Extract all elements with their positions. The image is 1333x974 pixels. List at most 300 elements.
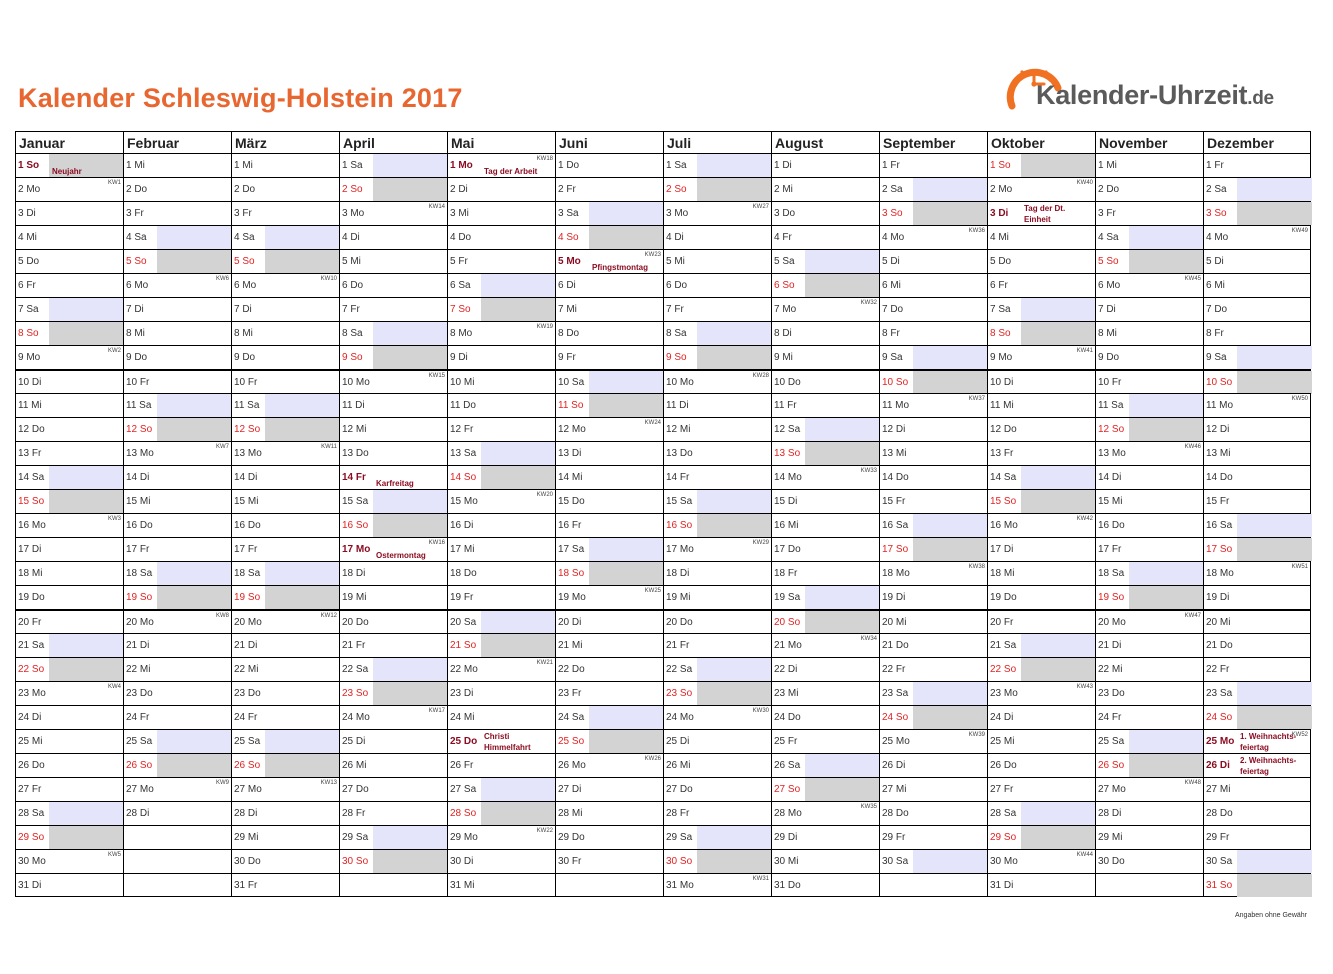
- day-date: 17 So: [1206, 544, 1233, 555]
- day-date: 5 So: [1098, 256, 1119, 267]
- kalender-uhrzeit-logo[interactable]: [1000, 58, 1300, 120]
- day-note-area: [589, 178, 664, 201]
- day-note-area: [1129, 754, 1204, 777]
- day-cell: [1095, 489, 1203, 513]
- day-note-area: [589, 442, 664, 465]
- day-note-area: [373, 322, 448, 345]
- day-date: 4 Sa: [126, 232, 147, 243]
- day-date: 23 Do: [234, 688, 261, 699]
- day-date: 23 Sa: [1206, 688, 1233, 699]
- week-number: KW29: [752, 540, 769, 546]
- day-note-area: [373, 298, 448, 321]
- day-cell: [663, 249, 771, 273]
- empty-day-cell: [123, 873, 231, 897]
- day-date: 29 Fr: [882, 832, 906, 843]
- day-note-area: [1129, 634, 1204, 657]
- day-note-area: [913, 418, 988, 441]
- day-date: 12 So: [1098, 424, 1125, 435]
- day-date: 27 Mo: [234, 784, 262, 795]
- day-note-area: [1129, 250, 1204, 273]
- day-note-area: [805, 538, 880, 561]
- month-header: November: [1095, 131, 1203, 153]
- day-cell: [771, 513, 879, 537]
- month-header: Juli: [663, 131, 771, 153]
- day-note-area: [265, 298, 340, 321]
- day-date: 27 Do: [666, 784, 693, 795]
- day-note-area: [481, 754, 556, 777]
- day-cell: [771, 561, 879, 585]
- day-note-area: [49, 778, 124, 801]
- day-cell: [663, 465, 771, 489]
- day-cell: [447, 585, 555, 609]
- day-note-area: [589, 154, 664, 177]
- day-date: 15 Mo: [450, 496, 478, 507]
- day-note-area: [481, 442, 556, 465]
- day-note-area: [49, 298, 124, 321]
- day-cell: [231, 249, 339, 273]
- day-cell: [555, 273, 663, 297]
- day-date: 9 Sa: [1206, 352, 1227, 363]
- day-date: 17 Fr: [126, 544, 150, 555]
- day-cell: [879, 441, 987, 465]
- day-date: 10 Do: [774, 377, 801, 388]
- day-cell: [771, 465, 879, 489]
- day-note-area: [373, 418, 448, 441]
- day-note-area: [49, 586, 124, 609]
- day-cell: [987, 201, 1095, 225]
- day-note-area: [1237, 322, 1312, 345]
- day-note-area: [1237, 611, 1312, 634]
- day-date: 19 Mi: [342, 592, 367, 603]
- day-cell: [663, 345, 771, 369]
- day-cell: [15, 249, 123, 273]
- day-note-area: [1129, 874, 1204, 897]
- day-note-area: [1237, 274, 1312, 297]
- day-date: 5 Do: [990, 256, 1012, 267]
- day-note-area: [697, 394, 772, 417]
- day-cell: [339, 441, 447, 465]
- day-cell: [123, 657, 231, 681]
- day-date: 19 Mi: [666, 592, 691, 603]
- day-date: 14 Do: [1206, 472, 1233, 483]
- day-note-area: [157, 826, 232, 849]
- week-number: KW47: [1184, 613, 1201, 619]
- day-note-area: [481, 178, 556, 201]
- day-date: 2 So: [342, 184, 363, 195]
- logo-name: Kalender-Uhrzeit: [1036, 80, 1248, 110]
- day-note-area: [589, 658, 664, 681]
- day-date: 26 Fr: [450, 760, 474, 771]
- day-cell: [555, 297, 663, 321]
- day-cell: [231, 321, 339, 345]
- day-cell: [987, 369, 1095, 393]
- day-cell: [771, 537, 879, 561]
- day-cell: [231, 561, 339, 585]
- empty-day-cell: [1095, 873, 1203, 897]
- day-note-area: [805, 418, 880, 441]
- day-cell: [447, 849, 555, 873]
- day-note-area: [481, 562, 556, 585]
- day-cell: [123, 465, 231, 489]
- day-note-area: [373, 611, 448, 634]
- day-note-area: [373, 826, 448, 849]
- day-date: 18 Mo: [882, 568, 910, 579]
- day-note-area: [157, 586, 232, 609]
- day-cell: [1203, 393, 1311, 417]
- day-date: 5 Mo: [558, 256, 581, 267]
- day-cell: [663, 777, 771, 801]
- day-date: 12 Mi: [342, 424, 367, 435]
- year-calendar: [15, 131, 1311, 906]
- day-note-area: [481, 202, 556, 225]
- day-note-area: [265, 371, 340, 394]
- day-note-area: [805, 226, 880, 249]
- day-date: 10 So: [1206, 377, 1233, 388]
- day-cell: [771, 849, 879, 873]
- day-date: 31 Do: [774, 880, 801, 891]
- day-cell: [663, 297, 771, 321]
- day-note-area: [1129, 418, 1204, 441]
- day-note-area: [589, 778, 664, 801]
- day-date: 26 Mi: [666, 760, 691, 771]
- day-date: 22 Mi: [126, 664, 151, 675]
- day-note-area: [481, 346, 556, 369]
- day-note-area: [373, 442, 448, 465]
- day-cell: [231, 489, 339, 513]
- day-date: 12 Sa: [774, 424, 801, 435]
- day-date: 27 Fr: [990, 784, 1014, 795]
- day-cell: [879, 321, 987, 345]
- day-note-area: [697, 250, 772, 273]
- day-date: 2 So: [666, 184, 687, 195]
- day-cell: [447, 873, 555, 897]
- day-date: 28 Di: [234, 808, 258, 819]
- day-date: 7 Di: [1098, 304, 1116, 315]
- day-note-area: [481, 586, 556, 609]
- day-note-area: [805, 706, 880, 729]
- day-cell: [663, 369, 771, 393]
- day-note-area: [1021, 442, 1096, 465]
- day-date: 11 Di: [666, 400, 689, 411]
- day-date: 7 Mi: [558, 304, 577, 315]
- day-date: 31 Mi: [450, 880, 475, 891]
- day-cell: [663, 393, 771, 417]
- day-date: 16 Fr: [558, 520, 582, 531]
- day-note-area: [805, 682, 880, 705]
- day-date: 21 Do: [1206, 640, 1233, 651]
- day-note-area: [481, 394, 556, 417]
- day-note-area: [697, 778, 772, 801]
- day-date: 22 So: [990, 664, 1017, 675]
- day-date: 13 Mo: [234, 448, 262, 459]
- day-note-area: [697, 658, 772, 681]
- day-cell: [879, 777, 987, 801]
- day-date: 23 Fr: [558, 688, 582, 699]
- day-date: 5 Mi: [342, 256, 361, 267]
- day-note-area: [157, 634, 232, 657]
- day-date: 10 Fr: [234, 377, 258, 388]
- day-cell: [663, 489, 771, 513]
- day-date: 16 Sa: [1206, 520, 1233, 531]
- day-cell: [15, 153, 123, 177]
- day-date: 14 Di: [1098, 472, 1122, 483]
- empty-day-cell: [339, 873, 447, 897]
- day-date: 24 Fr: [126, 712, 150, 723]
- day-date: 16 So: [342, 520, 369, 531]
- day-date: 26 Di: [1206, 760, 1230, 771]
- day-date: 18 Mo: [1206, 568, 1234, 579]
- day-date: 8 Mi: [234, 328, 253, 339]
- day-date: 21 So: [450, 640, 477, 651]
- day-date: 15 Di: [774, 496, 798, 507]
- day-cell: [1203, 153, 1311, 177]
- day-note-area: [157, 754, 232, 777]
- day-date: 31 Di: [18, 880, 42, 891]
- day-cell: [987, 561, 1095, 585]
- day-date: 18 Fr: [774, 568, 798, 579]
- day-cell: [1095, 393, 1203, 417]
- day-date: 23 Sa: [882, 688, 909, 699]
- day-note-area: [913, 778, 988, 801]
- day-note-area: [265, 850, 340, 873]
- day-cell: [123, 585, 231, 609]
- day-note-area: [1021, 154, 1096, 177]
- day-cell: [123, 609, 231, 633]
- day-note-area: [481, 298, 556, 321]
- day-date: 29 Mi: [1098, 832, 1123, 843]
- day-date: 10 Mo: [666, 377, 694, 388]
- day-cell: [879, 489, 987, 513]
- day-date: 7 Di: [234, 304, 252, 315]
- day-note-area: [913, 850, 988, 873]
- day-cell: [1203, 609, 1311, 633]
- day-note-area: [481, 611, 556, 634]
- day-cell: [1203, 681, 1311, 705]
- day-cell: [1203, 465, 1311, 489]
- day-note-area: [49, 538, 124, 561]
- day-date: 23 Do: [126, 688, 153, 699]
- day-date: 29 Mo: [450, 832, 478, 843]
- holiday-name: Tag der Arbeit: [484, 167, 538, 176]
- day-note-area: [913, 442, 988, 465]
- day-date: 3 Mo: [342, 208, 365, 219]
- day-cell: [1095, 633, 1203, 657]
- day-note-area: [1021, 562, 1096, 585]
- day-date: 9 Mi: [774, 352, 793, 363]
- day-date: 24 Di: [18, 712, 42, 723]
- day-cell: [1203, 537, 1311, 561]
- day-cell: [1095, 153, 1203, 177]
- day-date: 1 Fr: [1206, 160, 1224, 171]
- day-cell: [231, 417, 339, 441]
- day-date: 6 Fr: [18, 280, 36, 291]
- day-date: 17 Fr: [1098, 544, 1122, 555]
- day-date: 1 So: [18, 160, 40, 171]
- day-date: 27 Fr: [18, 784, 42, 795]
- day-date: 14 Do: [882, 472, 909, 483]
- day-date: 15 Fr: [1206, 496, 1230, 507]
- day-date: 20 Do: [342, 617, 369, 628]
- day-note-area: [265, 322, 340, 345]
- holiday-name: Tag der Dt.: [1024, 204, 1066, 213]
- holiday-name-line2: feiertag: [1240, 767, 1269, 776]
- day-cell: [1095, 585, 1203, 609]
- day-date: 22 Mo: [450, 664, 478, 675]
- day-cell: [15, 873, 123, 897]
- day-date: 28 Do: [1206, 808, 1233, 819]
- day-date: 6 Sa: [450, 280, 471, 291]
- day-note-area: [481, 538, 556, 561]
- day-cell: [771, 321, 879, 345]
- day-note-area: [913, 826, 988, 849]
- day-cell: [1095, 729, 1203, 753]
- week-number: KW6: [215, 276, 229, 282]
- day-date: 3 Sa: [558, 208, 579, 219]
- day-note-area: [49, 394, 124, 417]
- day-note-area: [589, 826, 664, 849]
- day-date: 13 Do: [666, 448, 693, 459]
- day-note-area: [805, 346, 880, 369]
- day-date: 12 So: [234, 424, 261, 435]
- day-note-area: [49, 371, 124, 394]
- day-cell: [231, 465, 339, 489]
- day-note-area: [697, 802, 772, 825]
- day-cell: [663, 561, 771, 585]
- day-cell: [339, 201, 447, 225]
- day-date: 6 Mi: [882, 280, 901, 291]
- day-date: 10 Fr: [126, 377, 150, 388]
- day-note-area: [589, 850, 664, 873]
- day-note-area: [373, 178, 448, 201]
- day-cell: [555, 201, 663, 225]
- day-cell: [663, 225, 771, 249]
- day-note-area: [913, 274, 988, 297]
- day-date: 2 Sa: [1206, 184, 1227, 195]
- day-cell: [15, 201, 123, 225]
- day-note-area: [1237, 202, 1312, 225]
- day-cell: [663, 513, 771, 537]
- day-cell: [447, 297, 555, 321]
- day-date: 6 Mo: [1098, 280, 1121, 291]
- month-header: Mai: [447, 131, 555, 153]
- day-date: 14 Sa: [18, 472, 45, 483]
- week-number: KW39: [968, 732, 985, 738]
- day-note-area: [265, 730, 340, 753]
- day-note-area: [49, 466, 124, 489]
- day-note-area: [1129, 850, 1204, 873]
- day-date: 22 Sa: [666, 664, 693, 675]
- day-cell: [1203, 297, 1311, 321]
- day-date: 20 Mi: [1206, 617, 1231, 628]
- day-note-area: [49, 226, 124, 249]
- day-note-area: [265, 586, 340, 609]
- day-note-area: [1237, 250, 1312, 273]
- day-cell: [771, 393, 879, 417]
- day-note-area: [913, 202, 988, 225]
- day-cell: [339, 609, 447, 633]
- day-date: 4 Di: [342, 232, 360, 243]
- day-cell: [879, 657, 987, 681]
- day-date: 13 Di: [558, 448, 582, 459]
- day-date: 20 Mo: [126, 617, 154, 628]
- day-cell: [123, 441, 231, 465]
- day-cell: [1095, 177, 1203, 201]
- day-cell: [555, 153, 663, 177]
- day-date: 24 Do: [774, 712, 801, 723]
- day-cell: [447, 825, 555, 849]
- day-date: 29 So: [18, 832, 45, 843]
- day-note-area: [481, 418, 556, 441]
- day-cell: [1095, 537, 1203, 561]
- day-note-area: [49, 418, 124, 441]
- day-cell: [15, 417, 123, 441]
- day-date: 2 Fr: [558, 184, 576, 195]
- day-note-area: [805, 611, 880, 634]
- day-cell: [15, 561, 123, 585]
- day-cell: [663, 633, 771, 657]
- day-date: 5 Di: [882, 256, 900, 267]
- day-date: 9 So: [342, 352, 363, 363]
- day-cell: [555, 657, 663, 681]
- day-cell: [1203, 345, 1311, 369]
- day-note-area: [49, 874, 124, 897]
- day-cell: [663, 177, 771, 201]
- day-cell: [447, 801, 555, 825]
- month-header: Dezember: [1203, 131, 1311, 153]
- day-note-area: [265, 226, 340, 249]
- day-cell: [987, 225, 1095, 249]
- day-date: 5 Fr: [450, 256, 468, 267]
- day-date: 17 Mo: [342, 544, 371, 555]
- month-header: Januar: [15, 131, 123, 153]
- day-date: 28 Sa: [990, 808, 1017, 819]
- day-note-area: [265, 874, 340, 897]
- day-note-area: [1129, 346, 1204, 369]
- day-cell: [339, 585, 447, 609]
- week-number: KW49: [1291, 228, 1308, 234]
- day-date: 11 Do: [450, 400, 476, 411]
- day-date: 14 Fr: [666, 472, 690, 483]
- day-note-area: [1237, 538, 1312, 561]
- day-cell: [15, 681, 123, 705]
- day-cell: [555, 225, 663, 249]
- day-note-area: [913, 682, 988, 705]
- day-note-area: [373, 874, 448, 897]
- day-note-area: [1021, 874, 1096, 897]
- day-cell: [1203, 369, 1311, 393]
- day-note-area: [1021, 250, 1096, 273]
- day-date: 23 Mo: [18, 688, 46, 699]
- day-date: 7 Do: [1206, 304, 1228, 315]
- day-cell: [15, 801, 123, 825]
- day-note-area: [373, 850, 448, 873]
- week-number: KW17: [428, 708, 445, 714]
- day-cell: [555, 441, 663, 465]
- day-cell: [987, 585, 1095, 609]
- day-date: 27 Mi: [882, 784, 907, 795]
- day-cell: [879, 393, 987, 417]
- day-date: 3 Fr: [234, 208, 252, 219]
- day-date: 16 So: [666, 520, 693, 531]
- day-cell: [987, 465, 1095, 489]
- day-note-area: [805, 371, 880, 394]
- day-cell: [15, 441, 123, 465]
- day-note-area: [697, 418, 772, 441]
- day-cell: [555, 513, 663, 537]
- day-date: 12 Do: [18, 424, 45, 435]
- day-date: 25 Sa: [234, 736, 261, 747]
- day-cell: [231, 513, 339, 537]
